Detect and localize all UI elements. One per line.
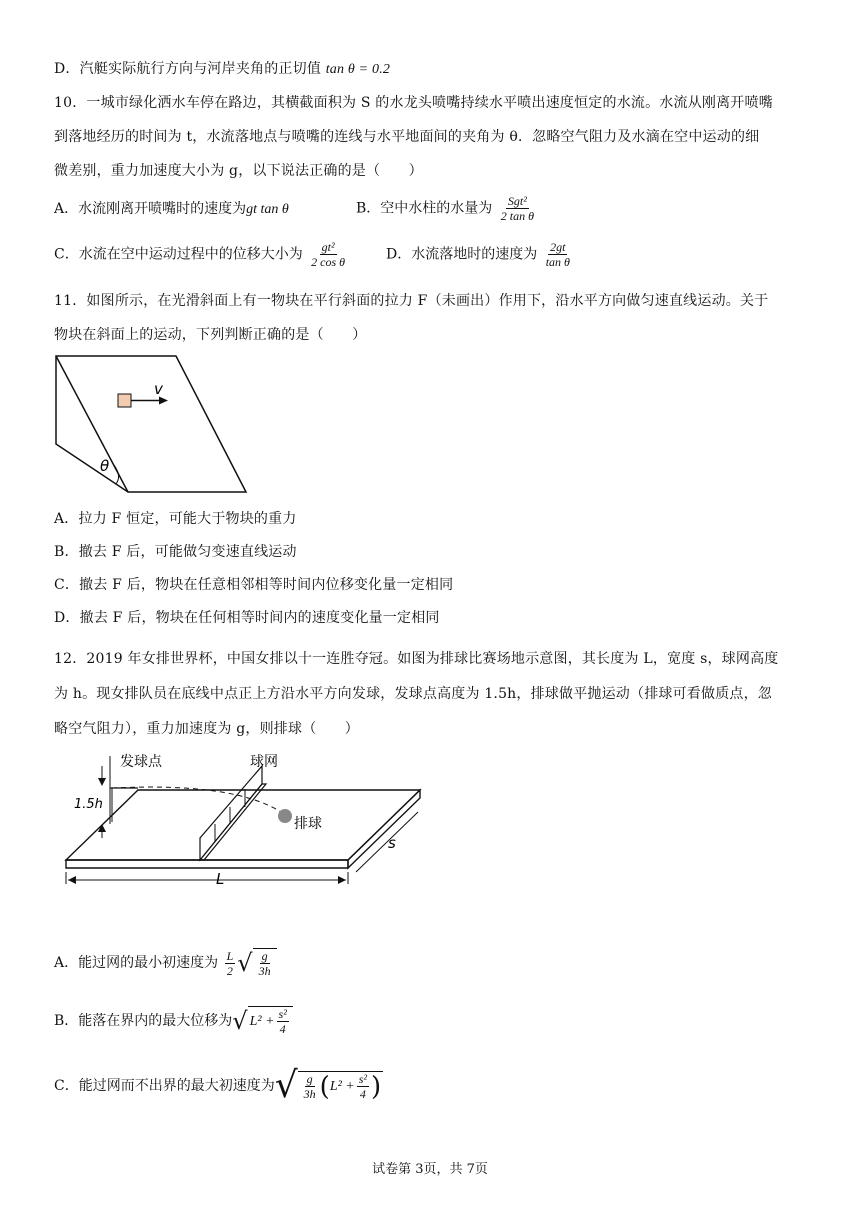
q12-court-figure xyxy=(58,752,430,892)
q10-option-b-numerator: Sgt² xyxy=(507,194,527,208)
q12-option-b-numerator: s² xyxy=(278,1007,287,1021)
net-mesh xyxy=(200,766,262,860)
sqrt-sign: √ xyxy=(237,949,253,977)
q10-option-b xyxy=(356,194,538,223)
q12-option-a-text: A．能过网的最小初速度为 xyxy=(54,955,219,971)
q12-option-c-sqrt xyxy=(274,1065,383,1106)
q10-stem-line1: 10．一城市绿化洒水车停在路边，其横截面积为 S 的水龙头喷嘴持续水平喷出速度恒定的水流。水流从刚离开喷嘴 xyxy=(54,95,773,111)
q12-option-b-text: B．能落在界内的最大位移为 xyxy=(54,1013,233,1029)
q11-stem-line2: 物块在斜面上的运动，下列判断正确的是（ ） xyxy=(54,327,367,343)
q12-option-c-g-num: g xyxy=(306,1072,313,1086)
sqrt-sign: √ xyxy=(274,1065,298,1106)
serve-point-label: 发球点 xyxy=(120,754,162,770)
q12-option-b xyxy=(54,1006,293,1036)
q12-option-c-fraction xyxy=(357,1072,369,1101)
q12-option-a-fraction xyxy=(225,949,236,978)
length-arrow-left xyxy=(68,876,76,884)
q10-option-b-text: B．空中水柱的水量为 xyxy=(356,200,493,217)
ball-label: 排球 xyxy=(294,816,322,832)
q10-option-c xyxy=(54,240,349,269)
q10-option-c-numerator: gt² xyxy=(321,240,335,254)
q12-option-b-fraction xyxy=(277,1007,289,1036)
q12-option-c-text: C．能过网而不出界的最大初速度为 xyxy=(54,1078,275,1094)
wedge-outline xyxy=(56,356,246,492)
q10-stem-line2: 到落地经历的时间为 t，水流落地点与喷嘴的连线与水平地面间的夹角为 θ．忽略空气阻力及水滴在空中运动的细 xyxy=(54,129,760,145)
q11-option-b: B．撤去 F 后，可能做匀变速直线运动 xyxy=(54,544,297,560)
block xyxy=(118,394,131,407)
q10-option-a-text: A．水流刚离开喷嘴时的速度为 xyxy=(54,201,247,217)
q12-option-a-radicand xyxy=(257,949,273,978)
q11-option-d: D．撤去 F 后，物块在任何相等时间内的速度变化量一定相同 xyxy=(54,610,440,626)
q12-option-c-g-den: 3h xyxy=(303,1087,316,1101)
q10-option-b-denominator: 2 tan θ xyxy=(500,209,534,223)
q10-option-d-fraction xyxy=(544,240,572,269)
q12-option-b-l2: L² + xyxy=(249,1013,275,1029)
q12-option-b-sqrt xyxy=(232,1006,293,1036)
q12-option-c-g-fraction xyxy=(302,1072,318,1101)
velocity-label: v xyxy=(154,380,163,398)
q9-option-d-text: D．汽艇实际航行方向与河岸夹角的正切值 xyxy=(54,61,322,77)
q12-option-a-denominator: 2 xyxy=(226,963,233,978)
q10-stem-line3: 微差别，重力加速度大小为 g，以下说法正确的是（ ） xyxy=(54,163,423,179)
q10-option-c-denominator: 2 cos θ xyxy=(311,255,346,269)
q10-option-d xyxy=(386,240,574,269)
paren-right: ) xyxy=(371,1071,382,1102)
width-dimension xyxy=(356,812,418,872)
q10-option-c-text: C．水流在空中运动过程中的位移大小为 xyxy=(54,246,303,263)
theta-label: θ xyxy=(100,457,110,475)
q12-stem-line3: 略空气阻力），重力加速度为 g，则排球（ ） xyxy=(54,721,360,737)
length-arrow-right xyxy=(338,876,346,884)
q12-option-a-sqrt xyxy=(237,948,276,978)
page-footer: 试卷第 3页，共 7页 xyxy=(372,1162,488,1177)
q12-option-b-denominator: 4 xyxy=(279,1022,286,1036)
court-front-face xyxy=(66,860,348,868)
paren-left: ( xyxy=(319,1071,330,1102)
volleyball xyxy=(278,809,292,823)
court-side-face xyxy=(348,790,420,868)
q12-option-c-numerator: s² xyxy=(358,1072,368,1086)
q12-option-c-l2: L² + xyxy=(329,1078,355,1094)
q12-option-a-radicand-num: g xyxy=(261,949,268,963)
q12-stem-line2: 为 h。现女排队员在底线中点正上方沿水平方向发球，发球点高度为 1.5h，排球做平抛运动（排球可看做质点，忽 xyxy=(54,686,772,702)
q10-option-c-fraction xyxy=(309,240,347,269)
q10-option-b-fraction xyxy=(499,194,536,223)
q10-option-a xyxy=(54,198,289,221)
q10-option-d-text: D．水流落地时的速度为 xyxy=(386,246,538,263)
q9-option-d-math: tan θ = 0.2 xyxy=(325,62,391,77)
q11-stem-line1: 11．如图所示，在光滑斜面上有一物块在平行斜面的拉力 F（未画出）作用下，沿水平方向做匀速直线运动。关于 xyxy=(54,293,769,309)
width-label: s xyxy=(388,834,396,852)
q12-option-a-radicand-den: 3h xyxy=(258,964,271,978)
q11-option-c: C．撤去 F 后，物块在任意相邻相等时间内位移变化量一定相同 xyxy=(54,577,454,593)
height-label: 1.5h xyxy=(74,797,103,812)
q12-option-a-numerator: L xyxy=(226,948,234,963)
q12-option-c-denominator: 4 xyxy=(359,1087,366,1101)
q9-option-d xyxy=(54,58,810,81)
q12-stem-line1: 12．2019 年女排世界杯，中国女排以十一连胜夺冠。如图为排球比赛场地示意图，其长度为 L，宽度 s，球网高度 xyxy=(54,651,779,667)
q12-option-c xyxy=(54,1065,383,1106)
sqrt-sign: √ xyxy=(232,1007,248,1035)
net-label: 球网 xyxy=(250,754,278,770)
q11-option-a: A．拉力 F 恒定，可能大于物块的重力 xyxy=(54,511,297,527)
q12-option-a xyxy=(54,948,277,978)
q10-option-d-numerator: 2gt xyxy=(550,240,566,254)
q11-incline-figure xyxy=(50,350,260,498)
length-label: L xyxy=(216,870,225,888)
q10-option-d-denominator: tan θ xyxy=(545,255,570,269)
q10-option-a-math: gt tan θ xyxy=(246,202,289,217)
